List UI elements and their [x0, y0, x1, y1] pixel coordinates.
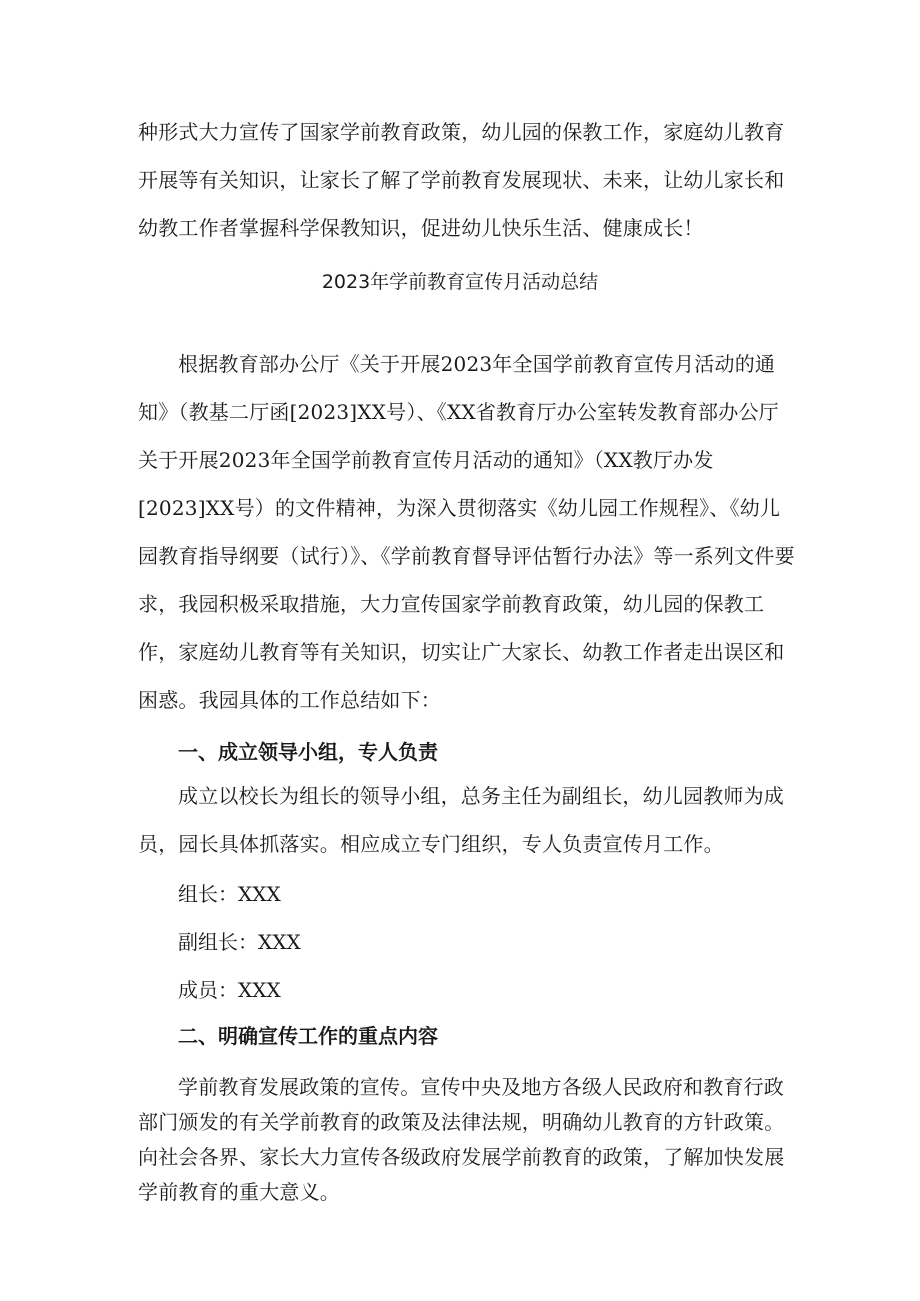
- document-title: 2023年学前教育宣传月活动总结: [321, 271, 599, 293]
- section2-paragraph: 学前教育发展政策的宣传。宣传中央及地方各级人民政府和教育行政部门颁发的有关学前教育的政策及法律法规，明确幼儿教育的方针政策。向社会各界、家长大力宣传各级政府发展学前教育的政策，了解加快发展学前教育的重大意义。: [138, 1075, 785, 1204]
- leader-line: 组长：XXX: [178, 882, 281, 906]
- deputy-line: 副组长：XXX: [178, 930, 301, 954]
- section1-heading: 一、成立领导小组，专人负责: [178, 740, 438, 764]
- members-line: 成员：XXX: [178, 978, 281, 1002]
- intro-paragraph: 种形式大力宣传了国家学前教育政策，幼儿园的保教工作，家庭幼儿教育开展等有关知识，让家长了解了学前教育发展现状、未来，让幼儿家长和幼教工作者掌握科学保教知识，促进幼儿快乐生活、健康成长！: [138, 120, 785, 240]
- section2-heading: 二、明确宣传工作的重点内容: [178, 1024, 438, 1048]
- main-paragraph: 根据教育部办公厅《关于开展2023年全国学前教育宣传月活动的通知》（教基二厅函[2023]XX号）、《XX省教育厅办公室转发教育部办公厅关于开展2023年全国学前教育宣传月活动的通知》（XX教厅办发[2023]XX号）的文件精神，为深入贯彻落实《幼儿园工作规程》、《幼儿园教育指导纲要（试行）》、《学前教育督导评估暂行办法》等一系列文件要求，我园积极采取措施，大力宣传国家学前教育政策，幼儿园的保教工作，家庭幼儿教育等有关知识，切实让广大家长、幼教工作者走出误区和困惑。我园具体的工作总结如下：: [138, 352, 795, 712]
- section1-paragraph: 成立以校长为组长的领导小组，总务主任为副组长，幼儿园教师为成员，园长具体抓落实。相应成立专门组织，专人负责宣传月工作。: [138, 784, 784, 856]
